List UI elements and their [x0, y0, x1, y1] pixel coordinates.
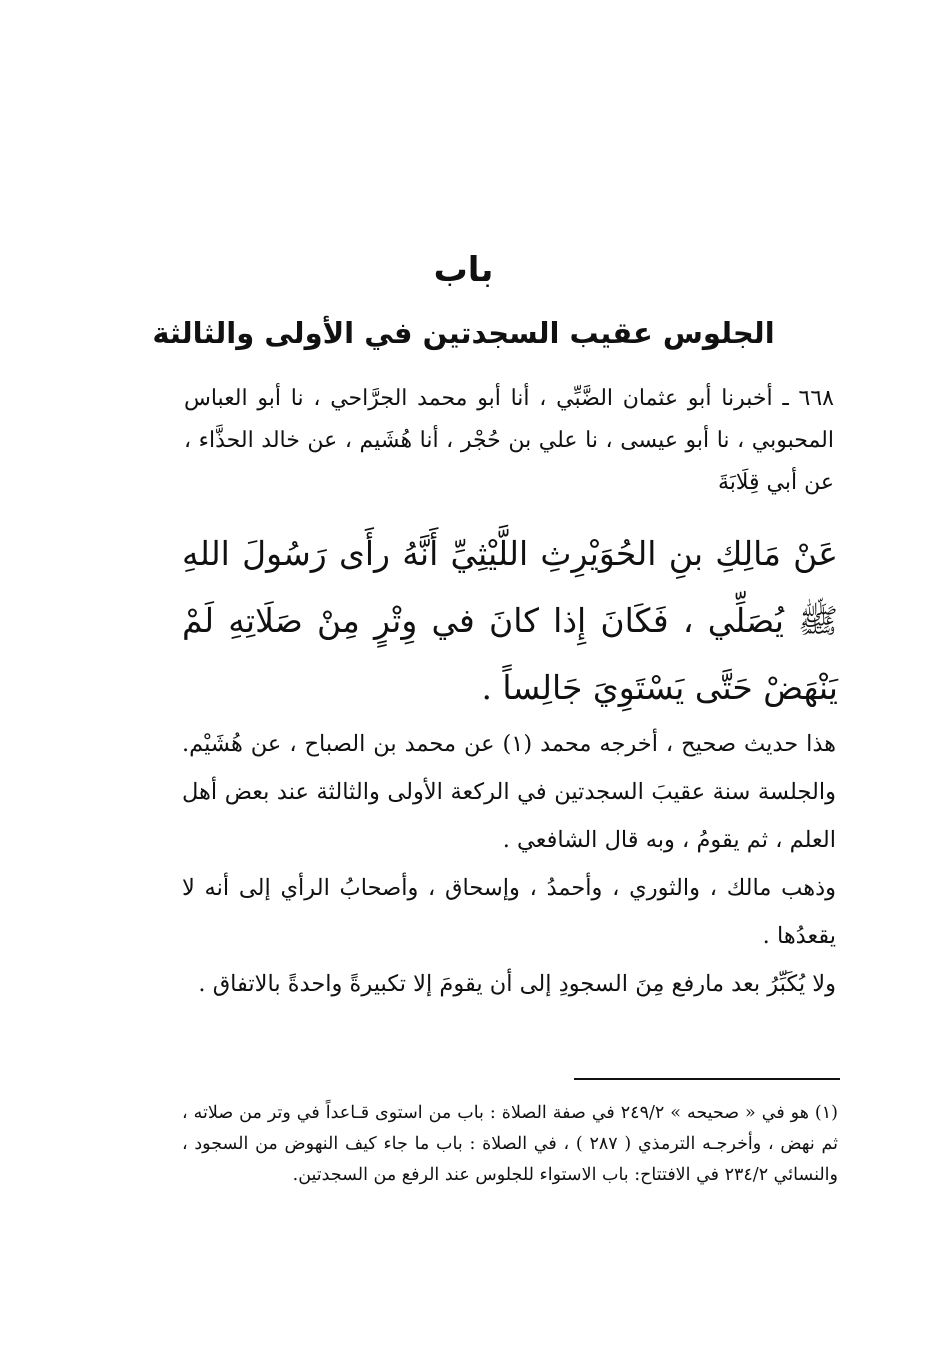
commentary-paragraph: ولا يُكَبِّرُ بعد مارفع مِنَ السجودِ إلى أن يقومَ إلا تكبيرةً واحدةً بالاتفاق .	[198, 971, 836, 997]
section-heading: الجلوس عقيب السجدتين في الأولى والثالثة	[152, 316, 775, 350]
chapter-title: باب	[433, 250, 494, 290]
commentary-paragraph: هذا حديث صحيح ، أخرجه محمد (١) عن محمد بن الصباح ، عن هُشَيْم. والجلسة سنة عقيبَ السجدتين في الركعة الأولى والثالثة عند بعض أهل العلم ، ثم يقومُ ، وبه قال الشافعي .	[182, 731, 836, 853]
footnote-separator	[574, 1078, 840, 1080]
hadith-matn: عَنْ مَالِكِ بنِ الحُوَيْرِثِ اللَّيْثِيِّ أَنَّهُ رأَى رَسُولَ اللهِ ﷺ يُصَلِّي ، فَكَانَ إِذا كانَ في وِتْرٍ مِنْ صَلَاتِهِ لَمْ يَنْهَضْ حَتَّى يَسْتَوِيَ جَالِساً .	[182, 534, 838, 707]
footnote: (١) هو في « صحيحه » ٢٤٩/٢ في صفة الصلاة : باب من استوى قـاعداً في وتر من صلاته ، ثم نهض ، وأخرجـه الترمذي ( ٢٨٧ ) ، في الصلاة : باب ما جاء كيف النهوض من السجود ، والنسائي ٢٣٤/٢ في الافتتاح: باب الاستواء للجلوس عند الرفع من السجدتين.	[182, 1103, 838, 1185]
commentary-paragraph: وذهب مالك ، والثوري ، وأحمدُ ، وإسحاق ، وأصحابُ الرأي إلى أنه لا يقعدُها .	[182, 875, 836, 949]
hadith-isnad: ٦٦٨ ـ أخبرنا أبو عثمان الضَّبِّي ، أنا أبو محمد الجرَّاحي ، نا أبو العباس المحبوبي ، نا أبو عيسى ، نا علي بن حُجْر ، أنا هُشَيم ، عن خالد الحذَّاء ، عن أبي قِلَابَةَ	[184, 386, 834, 495]
